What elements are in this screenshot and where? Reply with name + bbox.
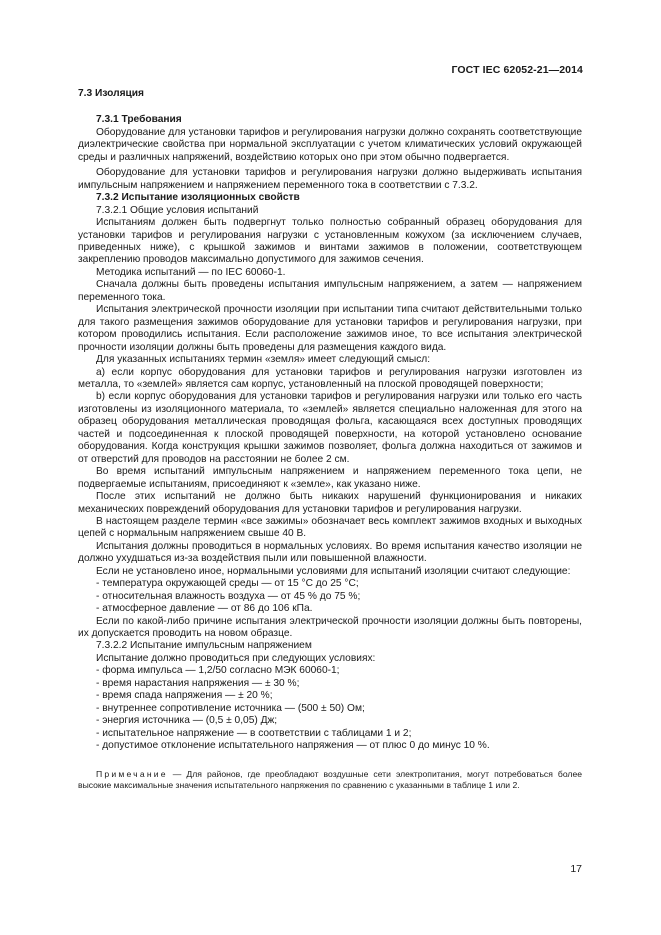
paragraph: Если не установлено иное, нормальными условиями для испытаний изоляции считают следующие: <box>96 565 571 577</box>
paragraph: Сначала должны быть проведены испытания импульсным напряжением, а затем — напряжением переменного тока. <box>78 279 582 303</box>
subsection-title-7322: 7.3.2.2 Испытание импульсным напряжением <box>96 640 312 652</box>
paragraph: Испытание должно проводиться при следующих условиях: <box>96 652 376 664</box>
list-item: - температура окружающей среды — от 15 °C до 25 °C; <box>96 578 359 590</box>
page-content <box>78 88 582 791</box>
paragraph: Оборудование для установки тарифов и регулирования нагрузки должно выдерживать испытания импульсным напряжением и напряжением переменного тока в соответствии с 7.3.2. <box>78 167 582 191</box>
list-item: - время спада напряжения — ± 20 %; <box>96 690 273 702</box>
page-number: 17 <box>570 863 582 875</box>
paragraph: Методика испытаний — по IEC 60060-1. <box>96 266 286 278</box>
paragraph: Испытания электрической прочности изоляции при испытании типа считают действительными только для такого размещения зажимов оборудование для установки тарифов и регулирования нагрузки, при котором проводились испытания. Если расположение зажимов иное, то все испытания электрической прочности изоляции должны быть проведены для размещения каждого вида. <box>78 304 582 353</box>
paragraph: b) если корпус оборудования для установки тарифов и регулирования нагрузки или только его часть изготовлены из изоляционного материала, то «землей» является специально наложенная для этого на образец оборудования металлическая проводящая фольга, касающаяся всех доступных проводящих частей и подсоединенная к плоской проводящей поверхности, на которой установлено основание оборудования. Когда конструкция крышки зажимов позволяет, фольга должна находиться от зажимов и от отверстий для проводов на расстоянии не более 2 см. <box>78 391 582 465</box>
list-item: - относительная влажность воздуха — от 45 % до 75 %; <box>96 590 361 602</box>
note-label: Примечание <box>96 768 168 779</box>
list-item: - допустимое отклонение испытательного напряжения — от плюс 0 до минус 10 %. <box>96 740 490 752</box>
paragraph: Если по какой-либо причине испытания электрической прочности изоляции должны быть повторены, их допускается проводить на новом образце. <box>78 615 582 640</box>
list-item: - атмосферное давление — от 86 до 106 кПа. <box>96 603 313 615</box>
paragraph: Во время испытаний импульсным напряжением и напряжением переменного тока цепи, не подвергаемые испытаниям, присоединяют к «земле», как указано ниже. <box>78 466 582 490</box>
subsection-title-732: 7.3.2 Испытание изоляционных свойств <box>96 192 300 204</box>
paragraph: Испытания должны проводиться в нормальных условиях. Во время испытания качество изоляции не должно ухудшаться из-за воздействия пыли или повышенной влажности. <box>78 540 582 565</box>
subsection-title-7321: 7.3.2.1 Общие условия испытаний <box>96 204 259 216</box>
paragraph: После этих испытаний не должно быть никаких нарушений функционирования и никаких механических повреждений оборудования для установки тарифов и регулирования нагрузки. <box>78 491 582 515</box>
list-item: - внутреннее сопротивление источника — (500 ± 50) Ом; <box>96 702 365 714</box>
paragraph: Испытаниям должен быть подвергнут только полностью собранный образец оборудования для установки тарифов и регулирования нагрузки с установленным кожухом (за исключением случаев, приведенных ниже), с крышкой зажимов и винтами зажимов в положении, соответствующем закреплению проводов максимально допустимого для зажимов сечения. <box>78 217 582 266</box>
list-item: - энергия источника — (0,5 ± 0,05) Дж; <box>96 715 278 727</box>
standard-header: ГОСТ IEC 62052-21—2014 <box>451 64 583 76</box>
paragraph: Оборудование для установки тарифов и регулирования нагрузки должно сохранять соответствующие диэлектрические свойства при нормальной эксплуатации с учетом климатических условий окружающей среды и различных напряжений, воздействию которых оно при этом обычно подвергается. <box>78 126 582 163</box>
paragraph: а) если корпус оборудования для установки тарифов и регулирования нагрузки изготовлен из металла, то «землей» является сам корпус, установленный на плоской проводящей поверхности; <box>78 366 582 390</box>
paragraph: Для указанных испытаниях термин «земля» имеет следующий смысл: <box>96 354 431 366</box>
subsection-title-731: 7.3.1 Требования <box>96 114 182 126</box>
list-item: - форма импульса — 1,2/50 согласно МЭК 60060-1; <box>96 665 340 677</box>
list-item: - испытательное напряжение — в соответствии с таблицами 1 и 2; <box>96 727 412 739</box>
note-text: — Для районов, где преобладают воздушные сети электропитания, могут потребоваться более высокие максимальные значения испытательного напряжения по сравнению с указанными в таблице 1 или 2. <box>78 768 582 790</box>
section-title: 7.3 Изоляция <box>78 88 144 99</box>
list-item: - время нарастания напряжения — ± 30 %; <box>96 677 300 689</box>
note <box>78 769 582 791</box>
paragraph: В настоящем разделе термин «все зажимы» обозначает весь комплект зажимов входных и выходных цепей с нормальным напряжением свыше 40 В. <box>78 515 582 540</box>
